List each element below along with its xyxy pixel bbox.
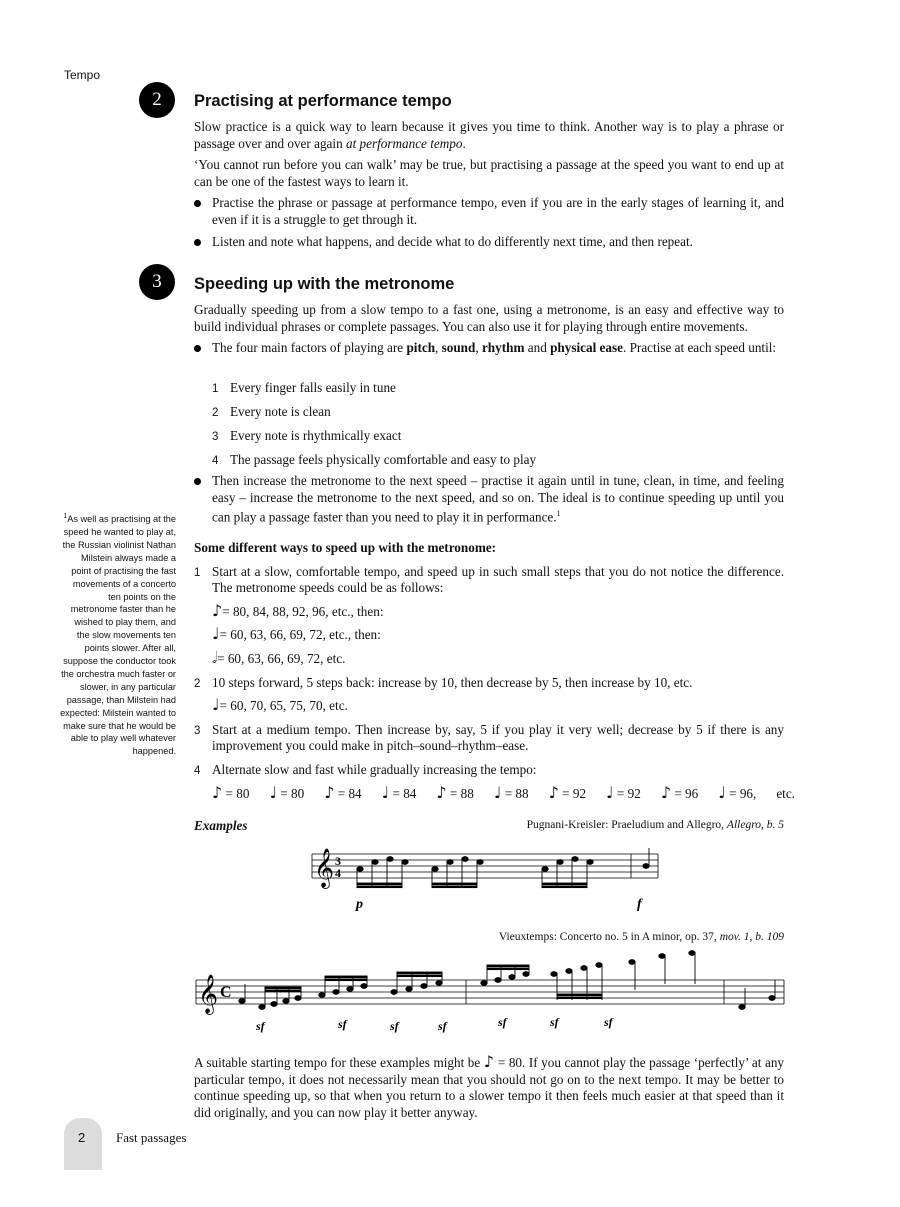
section-number: 2 — [152, 89, 162, 110]
quarter-note-icon: ♩ — [381, 782, 390, 802]
list-item: 3 Every note is rhythmically exact — [212, 428, 402, 443]
page-number: 2 — [78, 1130, 86, 1145]
section-number-badge — [139, 264, 175, 300]
quarter-note-icon: ♩ — [212, 624, 220, 644]
tempo-pair: ♪ = 84 — [324, 782, 362, 802]
section-body — [194, 119, 784, 250]
quarter-note-icon: ♩ — [493, 782, 502, 802]
section-title: Speeding up with the metronome — [194, 275, 455, 293]
paragraph: ‘You cannot run before you can walk’ may be true, but practising a passage at the speed you want to end up at can be one of the fastest ways to learn it. — [194, 157, 784, 189]
eighth-note-icon: ♪ — [324, 782, 335, 802]
examples-heading: Examples — [194, 818, 248, 833]
dynamic-marking: sf — [498, 1015, 507, 1029]
tempo-line: ♪= 80, 84, 88, 92, 96, etc., then: — [212, 600, 384, 620]
section-title: Practising at performance tempo — [194, 92, 452, 110]
treble-clef-icon: 𝄞 — [198, 976, 219, 1013]
dynamic-marking: p — [356, 897, 363, 912]
list-item: 2 10 steps forward, 5 steps back: increase by 10, then decrease by 5, then increase by 10, etc. — [194, 674, 693, 690]
eighth-note-icon: ♪ — [436, 782, 447, 802]
treble-clef-icon: 𝄞 — [314, 850, 335, 887]
section-number: 3 — [152, 271, 162, 292]
paragraph: Slow practice is a quick way to learn because it gives you time to think. Another way is to play a phrase or passage over and over again at performance tempo. — [194, 119, 784, 151]
quarter-note-icon: ♩ — [269, 782, 277, 802]
list-item: 1 Every finger falls easily in tune — [212, 380, 396, 395]
half-note-icon: 𝅗𝅥 — [212, 647, 218, 667]
dynamic-marking: sf — [338, 1017, 347, 1031]
dynamic-marking: sf — [438, 1019, 447, 1033]
section-number-badge — [139, 82, 175, 118]
tempo-pair: ♩ = 96, — [718, 782, 757, 802]
example-credit: Pugnani-Kreisler: Praeludium and Allegro, Allegro, b. 5 — [526, 819, 784, 831]
music-example-2 — [194, 950, 786, 1036]
bullet-icon — [194, 239, 201, 246]
ways-section — [194, 540, 795, 802]
tempo-pair: ♩ = 88 — [493, 782, 529, 802]
list-item: 4 The passage feels physically comfortable and easy to play — [212, 452, 537, 467]
tempo-pair: ♪ = 96 — [660, 782, 699, 802]
example-credit: Vieuxtemps: Concerto no. 5 in A minor, op. 37, mov. 1, b. 109 — [498, 931, 784, 943]
bullet-item: The four main factors of playing are pitch, sound, rhythm and physical ease. Practise at each speed until: — [194, 340, 784, 357]
tempo-etc: etc. — [776, 785, 795, 801]
eighth-note-icon: ♪ — [548, 782, 559, 802]
list-item: 3 Start at a medium tempo. Then increase by, say, 5 if you play it very well; decrease by 5 if there is any improvement you could make in pitch–sound–rhythm–ease. — [194, 721, 784, 754]
tempo-pair: ♪ = 88 — [436, 782, 474, 802]
tempo-pair: ♩ = 92 — [606, 782, 641, 802]
subheading: Some different ways to speed up with the metronome: — [194, 540, 497, 555]
tempo-pair: ♩ = 80 — [269, 782, 305, 802]
section-body — [194, 302, 784, 357]
time-signature: C — [220, 984, 232, 1001]
bullet-icon — [194, 345, 201, 352]
bullet-icon — [194, 200, 201, 207]
eighth-note-icon: ♪ — [212, 600, 223, 620]
quarter-note-icon: ♩ — [718, 782, 726, 802]
tempo-pair: ♪ = 80 — [212, 782, 250, 802]
dynamic-marking: sf — [256, 1019, 265, 1033]
list-item: 4 Alternate slow and fast while gradually increasing the tempo: — [194, 761, 537, 777]
list-item: 2 Every note is clean — [212, 404, 331, 419]
eighth-note-icon: ♪ — [660, 782, 672, 802]
tempo-line: ♩= 60, 70, 65, 75, 70, etc. — [212, 695, 348, 715]
tempo-line: 𝅗𝅥= 60, 63, 66, 69, 72, etc. — [212, 647, 346, 667]
bullet-item: Then increase the metronome to the next speed – practise it again until in tune, clean, in time, and feeling easy – increase the metronome to the next speed, and so on. The ideal is to continue speeding up until you can play a passage faster than you need to play it in performance.$^1$ — [194, 473, 784, 526]
time-signature: 3 — [335, 854, 341, 868]
dynamic-marking: sf — [390, 1019, 399, 1033]
tempo-pair: ♪ = 92 — [548, 782, 587, 802]
eighth-note-icon: ♪ — [483, 1052, 495, 1071]
section-body — [194, 473, 784, 526]
time-signature: 4 — [335, 866, 341, 880]
closing-paragraph: A suitable starting tempo for these examples might be ♪ = 80. If you cannot play the passage ‘perfectly’ at any particular tempo, it does not necessarily mean that you should not go on to the next tempo. It may be better to continue speeding up, so that when you return to a slower tempo it then feels much easier at that speed than it did originally, and you can now play it better anyway. — [194, 1052, 785, 1120]
bullet-item: Listen and note what happens, and decide what to do differently next time, and then repeat. — [194, 234, 784, 251]
step-list — [212, 380, 784, 476]
paragraph: Gradually speeding up from a slow tempo to a fast one, using a metronome, is an easy and effective way to build individual phrases or complete passages. You can also use it for playing through entire movements. — [194, 302, 784, 334]
dynamic-marking: sf — [550, 1015, 559, 1029]
bullet-item: Practise the phrase or passage at performance tempo, even if you are in the early stages of learning it, and even if it is a struggle to get through it. — [194, 195, 784, 228]
bullet-icon — [194, 478, 201, 485]
quarter-note-icon: ♩ — [212, 695, 220, 715]
tempo-pair: ♩ = 84 — [381, 782, 417, 802]
footer-title: Fast passages — [116, 1130, 187, 1145]
alternating-tempo-row — [194, 782, 795, 803]
dynamic-marking: f — [637, 897, 642, 912]
quarter-note-icon: ♩ — [606, 782, 614, 802]
tempo-line: ♩= 60, 63, 66, 69, 72, etc., then: — [212, 624, 381, 644]
running-head: Tempo — [64, 68, 101, 82]
music-example-1 — [310, 838, 670, 914]
list-item: 1 Start at a slow, comfortable tempo, and speed up in such small steps that you do not notice the difference. The metronome speeds could be as follows: — [194, 563, 784, 596]
dynamic-marking: sf — [604, 1015, 613, 1029]
sidenote: $^1$As well as practising at the speed he wanted to play at, the Russian violinist Nathan Milstein always made a point of practising the fast movements of a concerto ten points on the metronome faster than he wished to play them, and the slow movements ten points slower. After all, suppose the conductor took the orchestra much faster or slower, in any particular passage, than Milstein had expected: Milstein wanted to make sure that he would be able to play well whatever happened. — [60, 513, 176, 757]
eighth-note-icon: ♪ — [212, 782, 223, 802]
